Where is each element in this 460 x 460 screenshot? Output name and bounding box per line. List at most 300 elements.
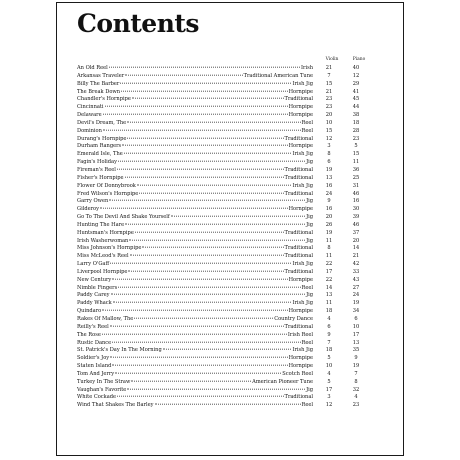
tune-title: Rakes Of Mallow, The [77,316,134,322]
tune-type: Traditional [284,96,313,103]
tune-type: Traditional [284,245,313,252]
piano-page-number: 23 [352,135,360,142]
piano-page-number: 19 [352,300,360,307]
violin-page-number: 20 [325,214,333,221]
tune-type: Jig [306,214,313,221]
toc-entry-text [77,363,313,371]
violin-page-number: 18 [325,308,333,315]
toc-entry-text [77,191,313,199]
tune-title: The Rose [77,331,101,338]
tune-type: Traditional [284,323,313,330]
piano-page-number: 44 [352,104,360,111]
toc-entry-text [77,112,313,120]
tune-type: Hornpipe [288,112,313,119]
toc-entry-text [77,198,313,206]
toc-entry [77,73,395,81]
dot-leader [125,75,242,76]
toc-entry [77,300,395,308]
toc-entry [77,253,395,261]
toc-entry-text [77,340,313,348]
violin-page-number: 23 [325,96,333,103]
dot-leader [124,153,292,154]
tune-type: Reel [301,119,313,126]
toc-entry [77,340,395,348]
violin-page-number: 17 [325,268,333,275]
dot-leader [127,137,283,138]
dot-leader [118,161,305,162]
tune-type: Irish Jig [292,300,313,307]
tune-type: Traditional [284,166,313,173]
toc-entry-text [77,222,313,230]
toc-entry-text [77,183,313,191]
tune-title: Arkansas Traveler [77,72,125,79]
toc-entry [77,269,395,277]
piano-page-number: 39 [352,214,360,221]
contents-page [56,2,404,456]
violin-page-number: 15 [325,127,333,134]
toc-entry-text [77,73,313,81]
piano-page-number: 10 [352,323,360,330]
tune-type: Traditional [284,229,313,236]
tune-title: Miss Johnson's Hornpipe [77,245,142,252]
dot-leader [117,396,284,397]
piano-page-number: 41 [352,88,360,95]
toc-entry [77,379,395,387]
toc-entry-text [77,175,313,183]
toc-entry-text [77,316,313,324]
toc-entry-text [77,324,313,332]
tune-title: Wind That Shakes The Barley [77,402,154,409]
violin-page-number: 22 [325,276,333,283]
piano-page-number: 29 [352,80,360,87]
piano-page-number: 42 [352,261,360,268]
toc-entry [77,387,395,395]
piano-page-number: 33 [352,268,360,275]
toc-entry [77,222,395,230]
tune-type: Hornpipe [288,104,313,111]
violin-page-number: 4 [327,316,331,322]
piano-page-number: 11 [352,159,360,166]
tune-title: New Century [77,276,112,283]
toc-entry [77,104,395,112]
toc-entry [77,81,395,89]
toc-entry-text [77,277,313,285]
tune-title: Irish Washerwoman [77,237,129,244]
tune-type: Reel [301,339,313,346]
tune-type: Scotch Reel [282,370,313,377]
violin-page-number: 7 [327,72,331,79]
tune-title: Cincinnati [77,104,104,111]
dot-leader [131,380,251,381]
piano-page-number: 37 [352,229,360,236]
dot-leader [125,224,305,225]
piano-page-number: 21 [352,253,360,260]
piano-page-number: 23 [352,402,360,409]
piano-page-number: 31 [352,182,360,189]
piano-page-number: 30 [352,206,360,213]
piano-page-number: 13 [352,339,360,346]
tune-type: Irish Jig [292,347,313,354]
tune-title: St. Patrick's Day In The Morning [77,347,162,354]
dot-leader [120,82,291,83]
dot-leader [102,333,287,334]
tune-type: Jig [306,159,313,166]
piano-page-number: 4 [354,394,358,401]
tune-title: Durang's Hornpipe [77,135,127,142]
tune-title: Hunting The Hare [77,221,125,228]
tune-title: Larry O'Gaff [77,261,110,268]
piano-page-number: 34 [352,308,360,315]
violin-page-number: 23 [325,104,333,111]
violin-page-number: 4 [327,370,331,377]
tune-title: Durham Rangers [77,143,122,150]
tune-type: Jig [306,198,313,205]
dot-leader [127,388,305,389]
toc-entry [77,120,395,128]
toc-entry [77,347,395,355]
violin-page-number: 8 [327,245,331,252]
violin-page-number: 9 [327,198,331,205]
violin-page-number: 5 [327,355,331,362]
toc-entry [77,245,395,253]
tune-type: Traditional [284,394,313,401]
tune-type: Traditional American Tune [243,72,313,79]
violin-page-number: 13 [325,174,333,181]
tune-title: Chandler's Hornpipe [77,96,131,103]
tune-type: Hornpipe [288,308,313,315]
tune-title: Huntsman's Hornpipe [77,229,134,236]
dot-leader [142,247,283,248]
piano-page-number: 28 [352,127,360,134]
piano-page-number: 19 [352,363,360,370]
dot-leader [128,271,283,272]
toc-entry-text [77,394,313,402]
tune-type: Irish Jig [292,182,313,189]
tune-type: Hornpipe [288,206,313,213]
toc-entry [77,136,395,144]
tune-title: Miss McLeod's Reel [77,253,129,260]
dot-leader [111,294,306,295]
tune-title: Fred Wilson's Hornpipe [77,190,139,197]
toc-entry-text [77,65,313,73]
dot-leader [109,200,305,201]
violin-page-number: 5 [327,378,331,385]
dot-leader [132,98,284,99]
toc-entry-text [77,245,313,253]
dot-leader [110,263,291,264]
piano-page-number: 9 [354,355,358,362]
toc-entry-text [77,347,313,355]
toc-entry [77,402,395,410]
toc-entry [77,324,395,332]
tune-title: Reilly's Reel [77,323,109,330]
toc-entry [77,261,395,269]
toc-entry [77,159,395,167]
tune-type: Reel [301,402,313,409]
toc-entry [77,175,395,183]
violin-page-number: 19 [325,166,333,173]
tune-title: Vaughan's Favorite [77,386,127,393]
tune-title: An Old Reel [77,65,108,71]
toc-entry-text [77,402,313,410]
dot-leader [109,67,300,68]
piano-page-number: 8 [354,378,358,385]
tune-title: Delaware [77,112,102,119]
toc-entry-text [77,81,313,89]
dot-leader [117,169,284,170]
tune-type: Jig [306,237,313,244]
tune-title: Gilderoy [77,206,99,213]
toc-entry [77,332,395,340]
piano-page-number: 45 [352,96,360,103]
dot-leader [171,216,305,217]
violin-page-number: 13 [325,292,333,299]
toc-entry [77,96,395,104]
tune-title: Liverpool Hornpipe [77,268,128,275]
tune-type: Traditional [284,190,313,197]
violin-page-number: 15 [325,80,333,87]
tune-title: Paddy Whack [77,300,112,307]
tune-title: Garry Owen [77,198,109,205]
dot-leader [163,349,292,350]
violin-page-number: 9 [327,331,331,338]
violin-page-number: 20 [325,112,333,119]
tune-title: Nimble Fingers [77,284,118,291]
violin-page-number: 6 [327,323,331,330]
dot-leader [135,231,284,232]
toc-entry [77,128,395,136]
tune-title: Fagin's Holiday [77,159,117,166]
tune-type: Irish [301,65,313,71]
tune-title: Fireman's Reel [77,166,116,173]
tune-type: Irish Jig [292,80,313,87]
violin-page-number: 21 [325,88,333,95]
dot-leader [115,373,281,374]
toc-entry-text [77,206,313,214]
tune-type: Hornpipe [288,88,313,95]
toc-entry [77,65,395,73]
dot-leader [100,208,288,209]
toc-entry [77,112,395,120]
dot-leader [103,114,288,115]
dot-leader [110,326,284,327]
violin-page-number: 6 [327,159,331,166]
toc-entry-text [77,238,313,246]
tune-type: Reel [301,284,313,291]
toc-entry-text [77,285,313,293]
violin-page-number: 16 [325,182,333,189]
toc-entry [77,151,395,159]
toc-entry [77,238,395,246]
violin-page-number: 24 [325,190,333,197]
toc-entry [77,371,395,379]
toc-entry [77,394,395,402]
dot-leader [139,192,283,193]
dot-leader [118,286,300,287]
tune-type: Irish Jig [292,151,313,158]
toc-entry [77,206,395,214]
violin-page-number: 10 [325,119,333,126]
tune-title: Turkey In The Straw [77,378,131,385]
toc-entry [77,191,395,199]
tune-title: White Cockade [77,394,117,401]
tune-type: Hornpipe [288,276,313,283]
tune-type: Hornpipe [288,363,313,370]
violin-page-number: 14 [325,284,333,291]
violin-page-number: 3 [327,394,331,401]
piano-page-number: 14 [352,245,360,252]
toc-entry [77,230,395,238]
violin-page-number: 11 [325,253,333,260]
toc-entry [77,167,395,175]
piano-page-number: 38 [352,112,360,119]
dot-leader [127,122,300,123]
tune-title: Tom And Jerry [77,370,115,377]
violin-page-number: 22 [325,261,333,268]
toc-entry-text [77,159,313,167]
toc-entry-text [77,136,313,144]
piano-page-number: 46 [352,190,360,197]
toc-entry [77,198,395,206]
dot-leader [121,90,288,91]
toc-entry [77,355,395,363]
piano-page-number: 35 [352,347,360,354]
toc-entry-text [77,143,313,151]
tune-type: Country Dance [274,316,313,322]
toc-entry-text [77,371,313,379]
piano-page-number: 24 [352,292,360,299]
dot-leader [110,357,287,358]
toc-entry [77,214,395,222]
tune-type: Reel [301,127,313,134]
tune-type: Hornpipe [288,355,313,362]
violin-page-number: 16 [325,206,333,213]
violin-page-number: 12 [325,135,333,142]
tune-type: Hornpipe [288,143,313,150]
toc-entry-text [77,355,313,363]
toc-entry [77,285,395,293]
piano-page-number: 7 [354,370,358,377]
toc-entry-text [77,253,313,261]
piano-page-number: 20 [352,237,360,244]
toc-entry [77,292,395,300]
toc-entry-text [77,300,313,308]
piano-page-number: 5 [354,143,358,150]
piano-page-number: 6 [354,316,358,322]
piano-column-header: Piano [352,57,366,62]
piano-page-number: 27 [352,284,360,291]
tune-title: Soldier's Joy [77,355,110,362]
violin-page-number: 10 [325,363,333,370]
dot-leader [130,255,284,256]
toc-entry-text [77,230,313,238]
tune-title: Staten Island [77,363,112,370]
toc-entry [77,89,395,97]
toc-entry-text [77,167,313,175]
toc-entry [77,363,395,371]
tune-title: Rustic Dance [77,339,112,346]
toc-entry-text [77,214,313,222]
dot-leader [155,404,301,405]
toc-entry-text [77,379,313,387]
tune-title: The Break Down [77,88,121,95]
toc-entry-text [77,104,313,112]
violin-page-number: 11 [325,300,333,307]
dot-leader [122,145,287,146]
toc-entry-text [77,261,313,269]
piano-page-number: 40 [352,65,360,71]
tune-title: Emerald Isle, The [77,151,123,158]
dot-leader [112,278,287,279]
toc-entry-text [77,269,313,277]
toc-entry-text [77,308,313,316]
violin-page-number: 18 [325,347,333,354]
violin-page-number: 21 [325,65,333,71]
violin-column-header: Violin [325,57,339,62]
violin-page-number: 7 [327,339,331,346]
tune-type: Jig [306,221,313,228]
tune-type: Traditional [284,268,313,275]
dot-leader [112,365,287,366]
toc-entry [77,277,395,285]
toc-entry-text [77,332,313,340]
piano-page-number: 25 [352,174,360,181]
toc-entry [77,183,395,191]
piano-page-number: 18 [352,119,360,126]
tune-type: Irish Jig [292,261,313,268]
tune-type: Traditional [284,174,313,181]
piano-page-number: 46 [352,221,360,228]
toc-entry [77,316,395,324]
piano-page-number: 12 [352,72,360,79]
dot-leader [125,177,284,178]
toc-entry-text [77,89,313,97]
dot-leader [102,310,287,311]
tune-title: Flower Of Donnybrook [77,182,136,189]
toc-entry [77,308,395,316]
tune-title: Dominion [77,127,102,134]
piano-page-number: 17 [352,331,360,338]
toc-entry-text [77,292,313,300]
toc-entry-text [77,151,313,159]
tune-title: Fisher's Hornpipe [77,174,124,181]
tune-title: Devil's Dream, The [77,119,127,126]
page-title: Contents [77,9,200,38]
toc-entry-text [77,120,313,128]
toc-entry-text [77,128,313,136]
tune-title: Paddy Carey [77,292,110,299]
violin-page-number: 26 [325,221,333,228]
piano-page-number: 32 [352,386,360,393]
tune-title: Billy The Barber [77,80,120,87]
dot-leader [112,341,300,342]
tune-type: Jig [306,292,313,299]
violin-page-number: 12 [325,402,333,409]
dot-leader [113,302,292,303]
violin-page-number: 3 [327,143,331,150]
tune-type: Jig [306,386,313,393]
violin-page-number: 11 [325,237,333,244]
piano-page-number: 36 [352,166,360,173]
tune-type: Irish Reel [287,331,313,338]
piano-page-number: 43 [352,276,360,283]
violin-page-number: 8 [327,151,331,158]
dot-leader [103,129,301,130]
toc-entry [77,143,395,151]
table-of-contents [77,65,395,410]
piano-page-number: 15 [352,151,360,158]
dot-leader [105,106,288,107]
